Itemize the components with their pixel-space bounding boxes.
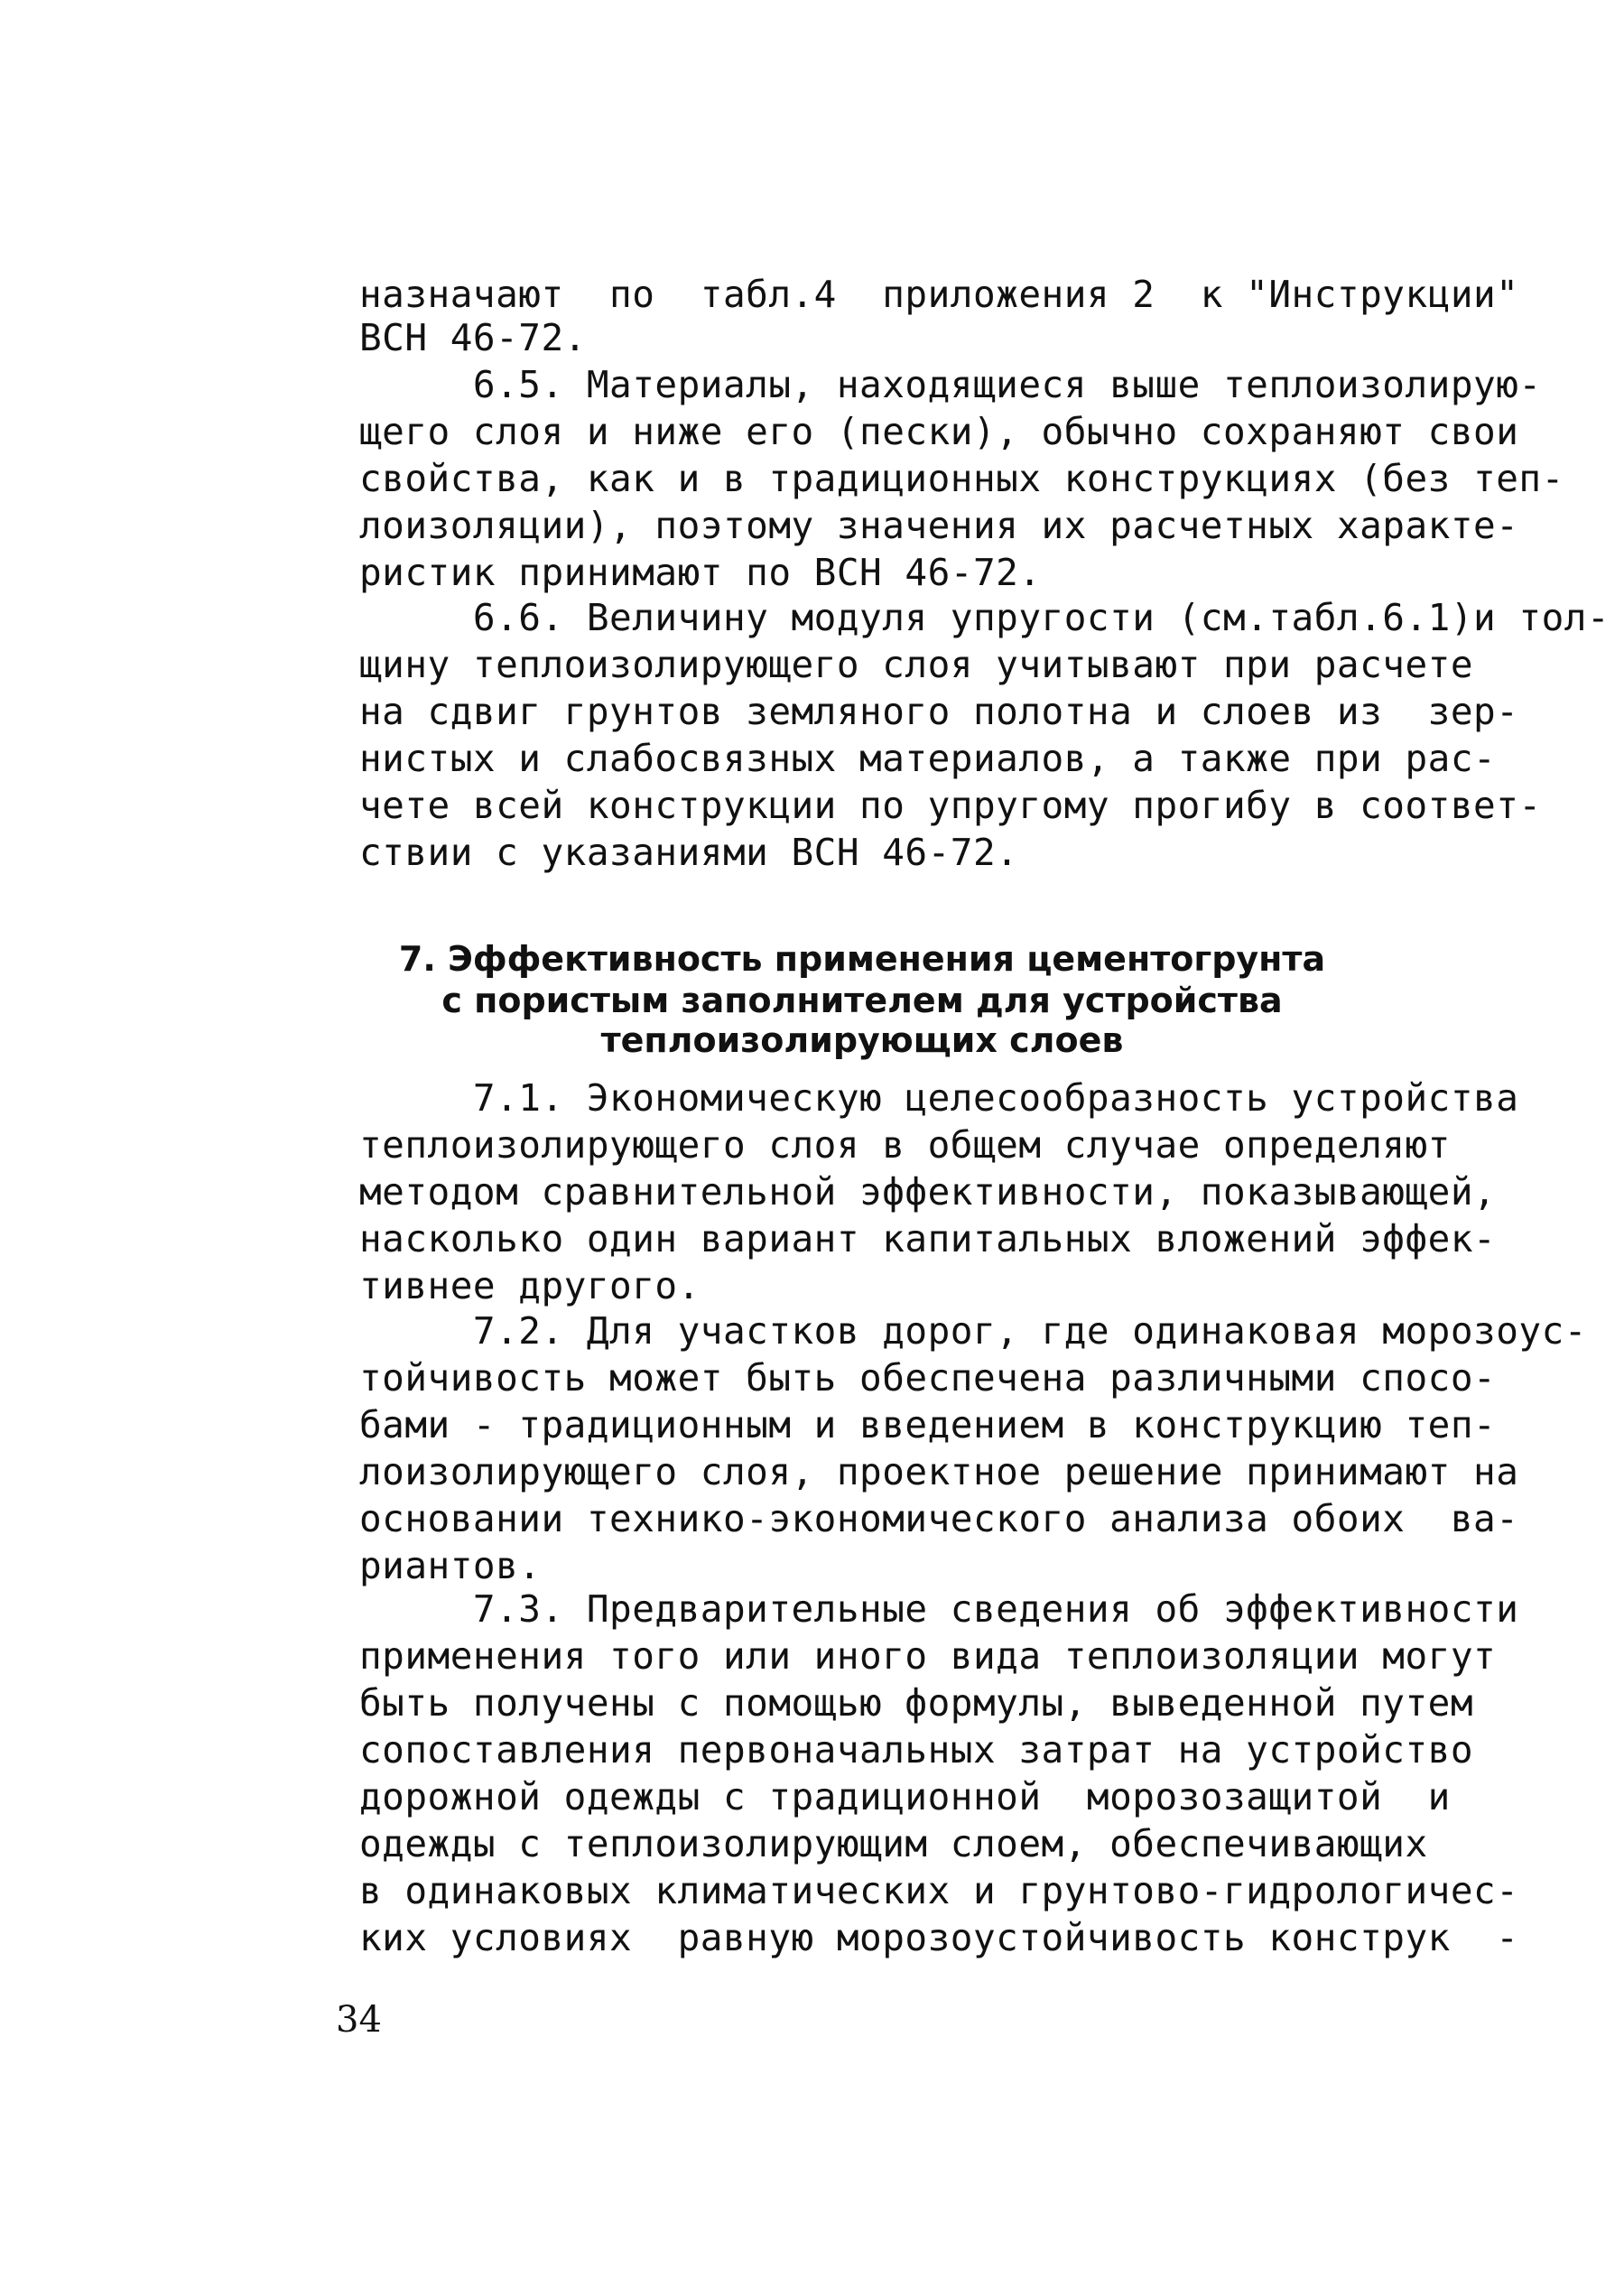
text-line: дорожной одежды с традиционной морозозащитой и [359,1775,1451,1819]
text-line: ристик принимают по ВСН 46-72. [359,551,1042,594]
text-line: на сдвиг грунтов земляного полотна и слоев из зер- [359,690,1519,733]
page-number: 34 [336,1999,382,2041]
text-line: методом сравнительной эффективности, показывающей, [359,1170,1497,1214]
text-line: ВСН 46-72. [359,316,587,359]
text-line: чете всей конструкции по упругому прогибу в соответ- [359,784,1542,827]
text-line: назначают по табл.4 приложения 2 к "Инструкции" [359,273,1519,316]
text-line: ствии с указаниями ВСН 46-72. [359,831,1019,874]
text-line: 7.2. Для участков дорог, где одинаковая морозоус- [359,1309,1587,1353]
text-line: щину теплоизолирующего слоя учитывают при расчете [359,643,1474,686]
text-line: сопоставления первоначальных затрат на устройство [359,1728,1474,1772]
text-line: в одинаковых климатических и грунтово-гидрологичес- [359,1869,1519,1912]
text-line: основании технико-экономического анализа обоих ва- [359,1497,1519,1540]
heading-line: теплоизолирующих слоев [600,1020,1124,1060]
text-line: тивнее другого. [359,1264,701,1307]
text-line: щего слоя и ниже его (пески), обычно сохраняют свои [359,410,1519,453]
text-line: риантов. [359,1544,542,1587]
text-line: бами - традиционным и введением в конструкцию теп- [359,1403,1497,1446]
text-line: быть получены с помощью формулы, выведенной путем [359,1681,1474,1725]
heading-line: с пористым заполнителем для устройства [441,981,1283,1020]
text-line: 6.5. Материалы, находящиеся выше теплоизолирую- [359,363,1542,406]
text-line: ких условиях равную морозоустойчивость конструк - [359,1916,1519,1959]
text-line: 7.1. Экономическую целесообразность устройства [359,1076,1519,1120]
text-line: нистых и слабосвязных материалов, а также при рас- [359,737,1497,780]
text-line: одежды с теплоизолирующим слоем, обеспечивающих [359,1822,1428,1865]
text-line: свойства, как и в традиционных конструкциях (без теп- [359,457,1564,500]
text-line: 6.6. Величину модуля упругости (см.табл.6.1)и тол- [359,596,1610,639]
text-line: 7.3. Предварительные сведения об эффективности [359,1587,1519,1631]
text-line: применения того или иного вида теплоизоляции могут [359,1634,1497,1678]
text-line: лоизолирующего слоя, проектное решение принимают на [359,1450,1519,1493]
heading-line: 7. Эффективность применения цементогрунта [398,939,1326,979]
text-line: лоизоляции), поэтому значения их расчетных характе- [359,504,1519,547]
text-line: насколько один вариант капитальных вложений эффек- [359,1217,1497,1260]
text-line: теплоизолирующего слоя в общем случае определяют [359,1123,1451,1167]
text-line: тойчивость может быть обеспечена различными спосо- [359,1356,1497,1400]
